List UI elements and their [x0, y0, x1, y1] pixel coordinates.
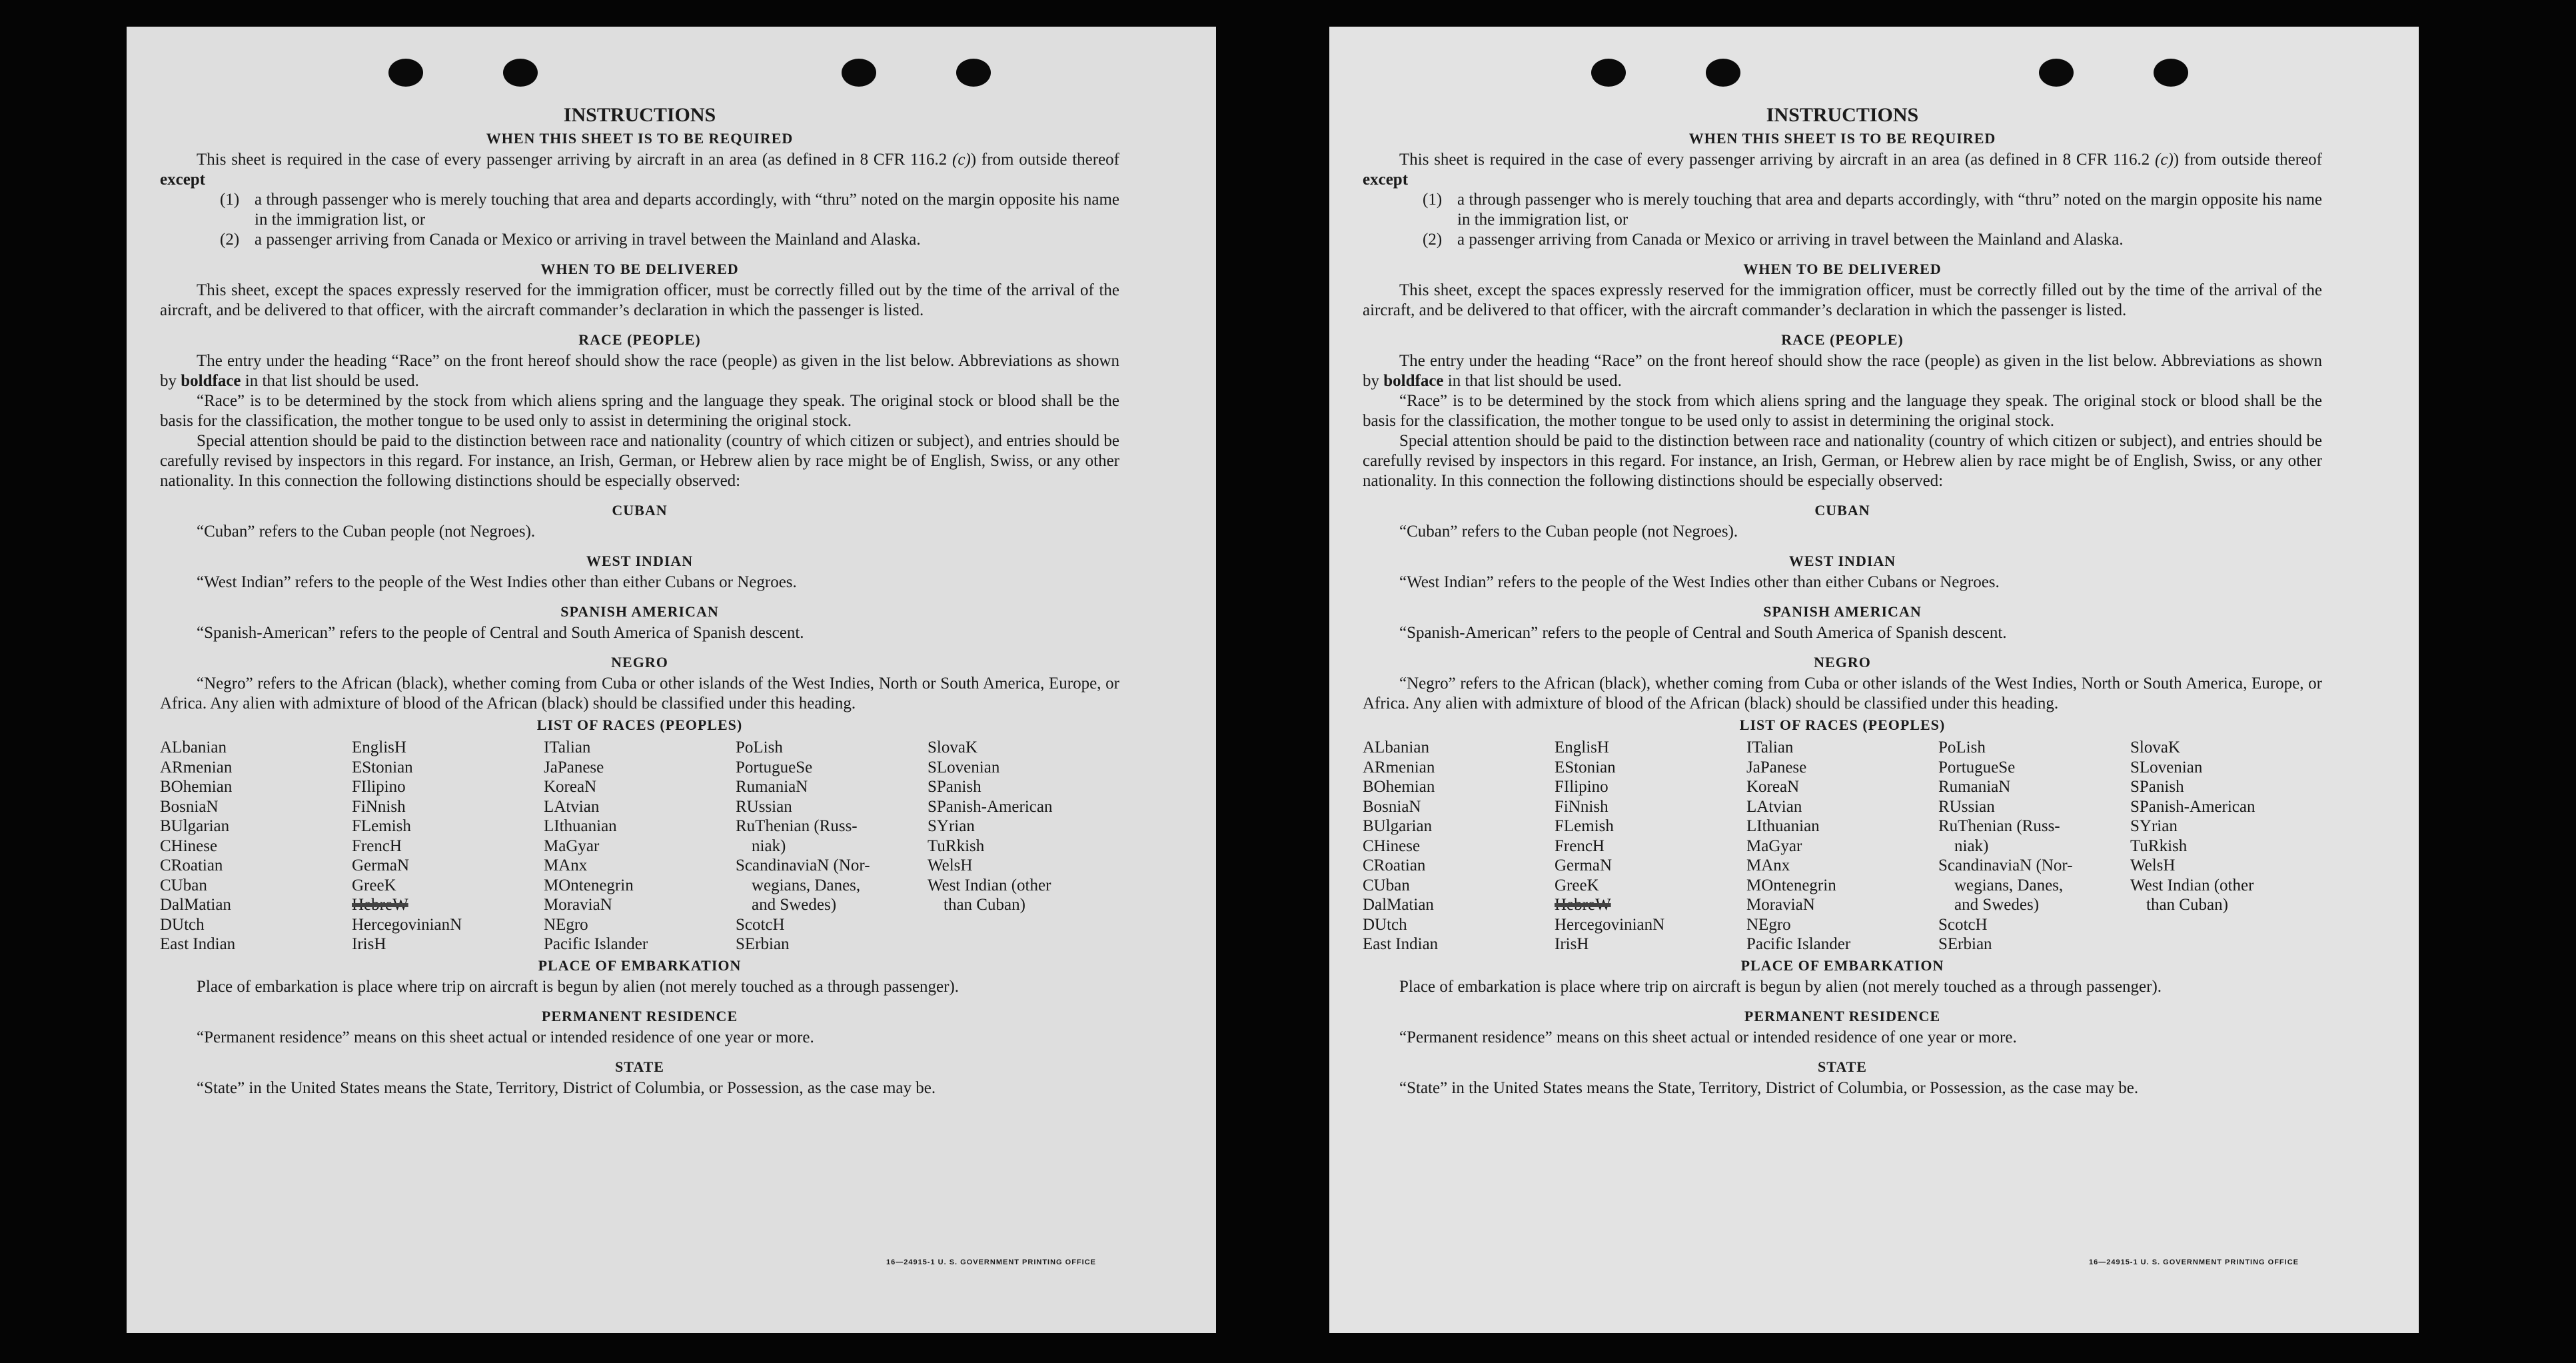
paragraph: “Negro” refers to the African (black), whether coming from Cuba or other islands of the West Indies, North or South America, Europe, or Africa. Any alien with admixture of blood of the African (black) should be classified under this heading. — [160, 675, 1119, 712]
race-column: SlovaK SLovenian SPanish SPanish-American SYrian TuRkish WelsH West Indian (other than Cuban) — [928, 738, 1053, 914]
printing-office-footer: 16—24915-1 U. S. GOVERNMENT PRINTING OFFICE — [2088, 1258, 2299, 1266]
race-column: ITalian JaPanese KoreaN LAtvian LIthuanian MaGyar MAnx MOntenegrin MoraviaN NEgro Pacific Islander — [544, 738, 648, 953]
section-heading: WEST INDIAN — [586, 553, 694, 569]
race-column: ITalian JaPanese KoreaN LAtvian LIthuanian MaGyar MAnx MOntenegrin MoraviaN NEgro Pacific Islander — [1746, 738, 1851, 953]
section-heading: WEST INDIAN — [1788, 553, 1896, 569]
race-column: PoLish PortugueSe RumaniaN RUssian RuThenian (Russ- niak) ScandinaviaN (Nor- wegians, Danes, and Swedes) ScotcH SErbian — [736, 738, 870, 953]
section-heading: STATE — [1818, 1058, 1867, 1075]
page-title: INSTRUCTIONS — [563, 104, 716, 126]
race-column: ALbanian ARmenian BOhemian BosniaN BUlgarian CHinese CRoatian CUban DalMatian DUtch East Indian — [160, 738, 236, 953]
section-heading: CUBAN — [612, 502, 668, 519]
paragraph: “West Indian” refers to the people of the West Indies other than either Cubans or Negroes. — [197, 573, 797, 591]
paragraph: “Permanent residence” means on this sheet actual or intended residence of one year or more. — [197, 1028, 814, 1046]
punch-hole — [1591, 59, 1626, 87]
punch-hole — [388, 59, 423, 87]
paragraph: “West Indian” refers to the people of the West Indies other than either Cubans or Negroes. — [1399, 573, 2000, 591]
section-heading: RACE (PEOPLE) — [1781, 331, 1904, 348]
paragraph: Special attention should be paid to the distinction between race and nationality (country of which citizen or subject), and entries should be carefully revised by inspectors in this regard. For instance, an Irish, German, or Hebrew alien by race might be of English, Swiss, or any other nationality. In this connection the following distinctions should be especially observed: — [1363, 432, 2322, 490]
section-heading: LIST OF RACES (PEOPLES) — [536, 716, 743, 733]
paragraph: “Race” is to be determined by the stock from which aliens spring and the language they speak. The original stock or blood shall be the basis for the classification, the mother tongue to be used only to assist in determining the original stock. — [160, 392, 1119, 430]
section-heading: SPANISH AMERICAN — [1763, 603, 1922, 620]
punch-hole — [503, 59, 538, 87]
section-heading: RACE (PEOPLE) — [578, 331, 701, 348]
race-column: EnglisH EStonian FIlipino FiNnish FLemish FrencH GermaN GreeK HebreW HercegovinianN IrisH — [1555, 738, 1665, 953]
instructions-content — [1363, 103, 2322, 1098]
punch-hole — [2039, 59, 2074, 87]
paragraph: This sheet is required in the case of every passenger arriving by aircraft in an area (as defined in 8 CFR 116.2 (c)) from outside thereof except — [1363, 151, 2322, 189]
punch-hole — [842, 59, 876, 87]
paragraph: “Race” is to be determined by the stock from which aliens spring and the language they speak. The original stock or blood shall be the basis for the classification, the mother tongue to be used only to assist in determining the original stock. — [1363, 392, 2322, 430]
section-heading: STATE — [615, 1058, 664, 1075]
section-heading: CUBAN — [1814, 502, 1870, 519]
paragraph: “Cuban” refers to the Cuban people (not Negroes). — [197, 523, 536, 541]
race-column: EnglisH EStonian FIlipino FiNnish FLemish FrencH GermaN GreeK HebreW HercegovinianN IrisH — [352, 738, 462, 953]
paragraph: “State” in the United States means the State, Territory, District of Columbia, or Possession, as the case may be. — [197, 1078, 936, 1097]
document-page-left — [127, 27, 1216, 1333]
page-title: INSTRUCTIONS — [1766, 104, 1919, 126]
paragraph: “Spanish-American” refers to the people of Central and South America of Spanish descent. — [197, 624, 804, 642]
races-table — [160, 738, 1119, 954]
race-column: SlovaK SLovenian SPanish SPanish-American SYrian TuRkish WelsH West Indian (other than Cuban) — [2130, 738, 2255, 914]
paragraph: “Permanent residence” means on this sheet actual or intended residence of one year or more. — [1399, 1028, 2017, 1046]
list-item: (1) a through passenger who is merely touching that area and departs accordingly, with “thru” noted on the margin opposite his name in the immigration list, or — [220, 191, 1119, 229]
paragraph: The entry under the heading “Race” on the front hereof should show the race (people) as given in the list below. Abbreviations as shown by boldface in that list should be used. — [160, 352, 1119, 390]
section-heading: NEGRO — [611, 654, 668, 671]
section-heading: LIST OF RACES (PEOPLES) — [1739, 716, 1946, 733]
punch-hole — [2154, 59, 2188, 87]
paragraph: The entry under the heading “Race” on the front hereof should show the race (people) as given in the list below. Abbreviations as shown by boldface in that list should be used. — [1363, 352, 2322, 390]
section-heading: NEGRO — [1814, 654, 1871, 671]
section-heading: PLACE OF EMBARKATION — [538, 956, 742, 974]
paragraph: “Spanish-American” refers to the people of Central and South America of Spanish descent. — [1399, 624, 2007, 642]
paragraph: Place of embarkation is place where trip on aircraft is begun by alien (not merely touched as a through passenger). — [197, 977, 960, 996]
punch-hole — [1706, 59, 1740, 87]
section-heading: SPANISH AMERICAN — [560, 603, 719, 620]
race-column: PoLish PortugueSe RumaniaN RUssian RuThenian (Russ- niak) ScandinaviaN (Nor- wegians, Danes, and Swedes) ScotcH SErbian — [1938, 738, 2073, 953]
list-item: (2) a passenger arriving from Canada or Mexico or arriving in travel between the Mainland and Alaska. — [220, 231, 921, 249]
section-heading: WHEN THIS SHEET IS TO BE REQUIRED — [486, 130, 794, 147]
paragraph: “State” in the United States means the State, Territory, District of Columbia, or Possession, as the case may be. — [1399, 1078, 2139, 1097]
printing-office-footer: 16—24915-1 U. S. GOVERNMENT PRINTING OFFICE — [886, 1258, 1096, 1266]
section-heading: WHEN TO BE DELIVERED — [540, 261, 739, 277]
section-heading: WHEN TO BE DELIVERED — [1743, 261, 1942, 277]
list-item: (1) a through passenger who is merely touching that area and departs accordingly, with “thru” noted on the margin opposite his name in the immigration list, or — [1423, 191, 2322, 229]
paragraph: “Cuban” refers to the Cuban people (not Negroes). — [1399, 523, 1738, 541]
paragraph: Special attention should be paid to the distinction between race and nationality (country of which citizen or subject), and entries should be carefully revised by inspectors in this regard. For instance, an Irish, German, or Hebrew alien by race might be of English, Swiss, or any other nationality. In this connection the following distinctions should be especially observed: — [160, 432, 1119, 490]
section-heading: PERMANENT RESIDENCE — [1744, 1007, 1941, 1024]
paragraph: Place of embarkation is place where trip on aircraft is begun by alien (not merely touched as a through passenger). — [1399, 977, 2162, 996]
punch-hole — [956, 59, 991, 87]
document-page-right — [1329, 27, 2419, 1333]
paragraph: This sheet is required in the case of every passenger arriving by aircraft in an area (as defined in 8 CFR 116.2 (c)) from outside thereof except — [160, 151, 1119, 189]
paragraph: This sheet, except the spaces expressly reserved for the immigration officer, must be correctly filled out by the time of the arrival of the aircraft, and be delivered to that officer, with the aircraft commander’s declaration in which the passenger is listed. — [1363, 281, 2322, 319]
paragraph: This sheet, except the spaces expressly reserved for the immigration officer, must be correctly filled out by the time of the arrival of the aircraft, and be delivered to that officer, with the aircraft commander’s declaration in which the passenger is listed. — [160, 281, 1119, 319]
races-table — [1363, 738, 2322, 954]
paragraph: “Negro” refers to the African (black), whether coming from Cuba or other islands of the West Indies, North or South America, Europe, or Africa. Any alien with admixture of blood of the African (black) should be classified under this heading. — [1363, 675, 2322, 712]
race-column: ALbanian ARmenian BOhemian BosniaN BUlgarian CHinese CRoatian CUban DalMatian DUtch East Indian — [1363, 738, 1439, 953]
instructions-content — [160, 103, 1119, 1098]
section-heading: WHEN THIS SHEET IS TO BE REQUIRED — [1688, 130, 1996, 147]
section-heading: PLACE OF EMBARKATION — [1740, 956, 1944, 974]
section-heading: PERMANENT RESIDENCE — [541, 1007, 738, 1024]
list-item: (2) a passenger arriving from Canada or Mexico or arriving in travel between the Mainland and Alaska. — [1423, 231, 2124, 249]
